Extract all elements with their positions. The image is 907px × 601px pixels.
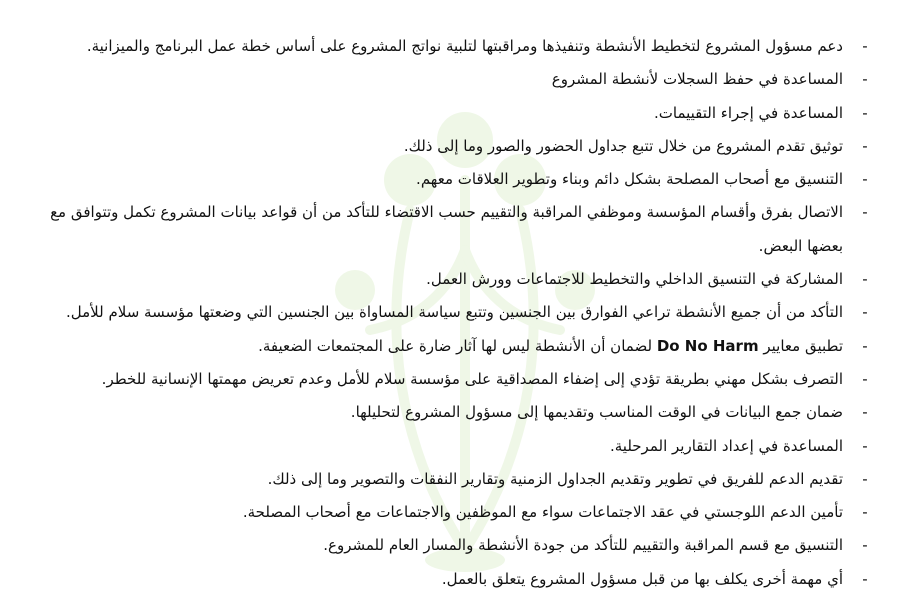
list-item: [36, 496, 871, 529]
list-item-text-after: لضمان أن الأنشطة ليس لها آثار ضارة على المجتمعات الضعيفة.: [258, 336, 653, 355]
list-item: [36, 463, 871, 496]
bullet-dash: -: [862, 37, 868, 55]
list-item: [36, 263, 871, 296]
bullet-dash: -: [862, 103, 868, 122]
bullet-dash: -: [862, 203, 868, 222]
bullet-dash: -: [862, 536, 868, 555]
list-item-text: المساعدة في حفظ السجلات لأنشطة المشروع: [551, 70, 843, 89]
list-item-text: التأكد من أن جميع الأنشطة تراعي الفوارق بين الجنسين وتتبع سياسة المساواة بين الجنسين التي وضعتها مؤسسة سلام للأمل.: [66, 303, 843, 322]
bullet-dash: -: [862, 170, 868, 189]
list-item: [36, 563, 871, 596]
list-item-text: دعم مسؤول المشروع لتخطيط الأنشطة وتنفيذها ومراقبتها لتلبية نواتج المشروع على أساس خطة عمل البرنامج والميزانية.: [86, 37, 843, 55]
list-item-text: التصرف بشكل مهني بطريقة تؤدي إلى إضفاء المصداقية على مؤسسة سلام للأمل وعدم تعريض مهمتها الإنسانية للخطر.: [101, 369, 843, 388]
do-no-harm-term: Do No Harm: [656, 336, 759, 355]
bullet-dash: -: [862, 70, 868, 89]
list-item: [36, 196, 871, 263]
list-item-text: أي مهمة أخرى يكلف بها من قبل مسؤول المشروع يتعلق بالعمل.: [441, 569, 843, 588]
list-item: [36, 430, 871, 463]
bullet-dash: -: [862, 369, 868, 388]
bullet-dash: -: [862, 436, 868, 455]
list-item: [36, 529, 871, 562]
list-item-text: الاتصال بفرق وأقسام المؤسسة وموظفي المراقبة والتقييم حسب الاقتضاء للتأكد من أن قواعد بيانات المشروع تكمل وتتوافق مع بعضها البعض.: [50, 203, 843, 255]
bullet-dash: -: [862, 303, 868, 322]
list-item-text: تأمين الدعم اللوجستي في عقد الاجتماعات سواء مع الموظفين والاجتماعات مع أصحاب المصلحة.: [242, 503, 843, 522]
list-item: [36, 97, 871, 130]
list-item: [36, 330, 871, 363]
bullet-dash: -: [862, 403, 868, 422]
bullet-dash: -: [862, 270, 868, 289]
list-item-text: توثيق تقدم المشروع من خلال تتبع جداول الحضور والصور وما إلى ذلك.: [403, 136, 843, 155]
list-item: [36, 296, 871, 329]
list-item-text: [36, 330, 843, 363]
list-item-text: التنسيق مع قسم المراقبة والتقييم للتأكد من جودة الأنشطة والمسار العام للمشروع.: [323, 536, 843, 555]
bullet-dash: -: [862, 336, 868, 355]
list-item: [36, 130, 871, 163]
list-item-text: المساعدة في إعداد التقارير المرحلية.: [609, 436, 843, 455]
task-list: [36, 30, 871, 596]
list-item: [36, 363, 871, 396]
bullet-dash: -: [862, 469, 868, 488]
list-item: [36, 63, 871, 96]
list-item-text: المشاركة في التنسيق الداخلي والتخطيط للاجتماعات وورش العمل.: [426, 270, 843, 289]
bullet-dash: -: [862, 503, 868, 522]
list-item: [36, 30, 871, 63]
bullet-dash: -: [862, 569, 868, 588]
list-item-text: المساعدة في إجراء التقييمات.: [654, 103, 843, 122]
list-item-text-before: تطبيق معايير: [763, 336, 843, 355]
list-item: [36, 163, 871, 196]
list-item: [36, 396, 871, 429]
list-item-text: ضمان جمع البيانات في الوقت المناسب وتقديمها إلى مسؤول المشروع لتحليلها.: [350, 403, 843, 422]
list-item-text: تقديم الدعم للفريق في تطوير وتقديم الجداول الزمنية وتقارير النفقات والتصوير وما إلى ذلك.: [267, 469, 843, 488]
list-item-text: التنسيق مع أصحاب المصلحة بشكل دائم وبناء وتطوير العلاقات معهم.: [416, 170, 843, 189]
bullet-dash: -: [862, 136, 868, 155]
